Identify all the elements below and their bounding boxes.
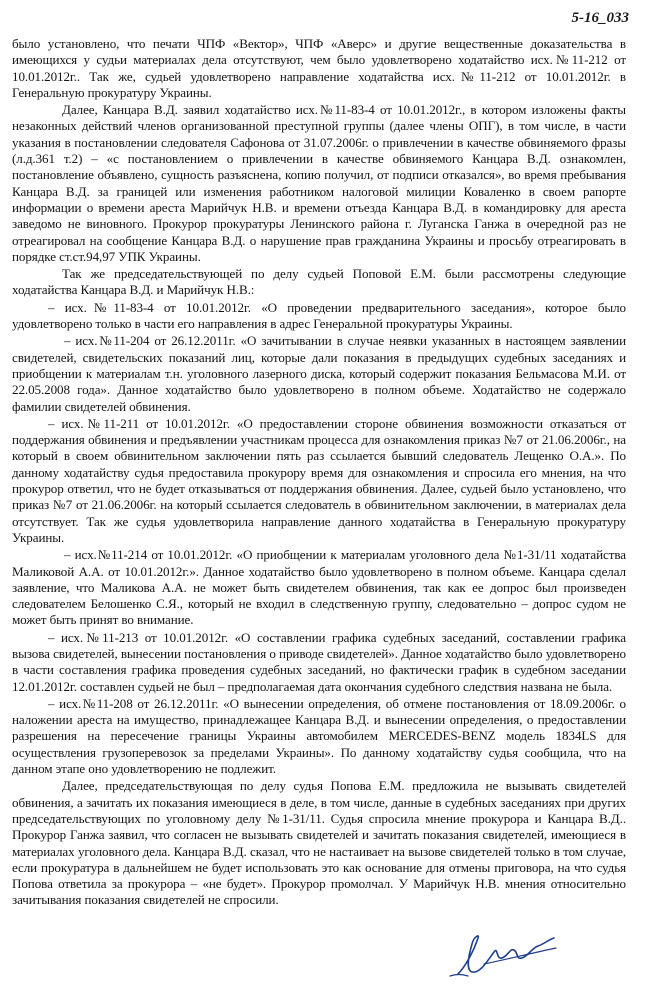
list-item: – исх.№11-208 от 26.12.2011г. «О вынесении определения, об отмене постановления от 18.09.2006г. о наложении ареста на имущество, принадлежащее Канцара В.Д. и вынесении определения, о предоставлении разрешения на пересечение границы Украины автомобилем MERCEDES-BENZ модель 1834LS для осуществления грузоперевозок за пределами Украины». По данному ходатайству судья сообщила, что на данном этапе оно удовлетворению не подлежит.: [12, 695, 626, 777]
paragraph: было установлено, что печати ЧПФ «Вектор», ЧПФ «Аверс» и другие вещественные доказательства в имеющихся у судьи материалах дела отсутствуют, чем было удовлетворено ходатайство исх.№11-212 от 10.01.2012г.. Так же, судьей удовлетворено направление ходатайства исх.№11-212 от 10.01.2012г. в Генеральную прокуратуру Украины.: [12, 36, 626, 100]
list-item: – исх.№11-211 от 10.01.2012г. «О предоставлении стороне обвинения возможности отказаться от поддержания обвинения и предъявлении участникам процесса для ознакомления приказ №7 от 21.06.2006г., на который в своем обвинительном заключении пять раз ссылается бывший следователь Лещенко О.А.». По данному ходатайству судья предоставила прокурору время для ознакомления и спросила его мнения, на что прокурор ответил, что не будет отказываться от поддержания обвинения. Далее, судьей было установлено, что приказ №7 от 21.06.2006г. на который ссылается следователь в обвинительном заключении, в материалах дела отсутствует. Так же судья удовлетворила направление данного ходатайства в Генеральную прокуратуру Украины.: [12, 415, 626, 545]
signature: [444, 930, 564, 980]
list-item: – исх.№11-214 от 10.01.2012г. «О приобщении к материалам уголовного дела №1-31/11 ходатайства Маликовой А.А. от 10.01.2012г.». Данное ходатайство было удовлетворено в полном объеме. Канцара сделал заявление, что Маликова А.А. не может быть свидетелем обвинения, так как ее допрос был произведен следователем Белошенко С.Я., который не входил в следственную группу, следовательно – допрос судом не может быть принят во внимание.: [12, 547, 626, 628]
paragraph: Так же председательствующей по делу судьей Поповой Е.М. были рассмотрены следующие ходатайства Канцара В.Д. и Марийчук Н.В.:: [12, 266, 626, 298]
page-number: 5-16_033: [571, 10, 629, 26]
paragraph: Далее, Канцара В.Д. заявил ходатайство исх.№11-83-4 от 10.01.2012г., в котором изложены факты незаконных действий членов организованной преступной группы (далее члены ОПГ), в том числе, в части указания в постановлении следователя Сафонова от 31.07.2006г. о привлечении в качестве обвиняемого фразы (л.д.361 т.2) – «с постановлением о привлечении в качестве обвиняемого Канцара В.Д. ознакомлен, постановление объявлено, сущность разъяснена, копию получил, от подписи отказался», во время пребывания Канцара В.Д. за границей или изменения работником налоговой милиции Коваленко в своем рапорте информации о времени ареста Марийчук Н.В. и времени отъезда Канцара В.Д. в командировку для ареста заведомо не виновного. Прокурор прокуратуры Ленинского района г. Луганска Ганжа в очередной раз не отреагировал на сообщение Канцара В.Д. о нарушение прав гражданина Украины и просьбу отреагировать в порядке ст.ст.94,97 УПК Украины.: [12, 102, 626, 264]
paragraph: Далее, председательствующая по делу судья Попова Е.М. предложила не вызывать свидетелей обвинения, а зачитать их показания имеющиеся в деле, в том числе, данные в судебных заседаниях при других председательствующих по уголовному делу №1-31/11. Судья спросила мнение прокурора и Канцара В.Д.. Прокурор Ганжа заявил, что согласен не вызывать свидетелей и зачитать показания свидетелей, имеющиеся в материалах уголовного дела. Канцара В.Д. сказал, что не настаивает на вызове свидетелей только в том случае, если прокуратура в дальнейшем не будет использовать это как основание для отмены приговора, на что судья Попова ответила за прокурора – «не будет». Прокурор промолчал. У Марийчук Н.В. мнения относительно зачитывания показания свидетелей не спросили.: [12, 778, 626, 908]
list-item: – исх.№11-213 от 10.01.2012г. «О составлении графика судебных заседаний, составлении графика вызова свидетелей, вынесении постановления о приводе свидетелей». Данное ходатайство было удовлетворено в части составления графика проведения судебных заседаний, но фактически график в судебном заседании 12.01.2012г. составлен судьей не был – предполагаемая дата окончания судебного следствия названа не была.: [12, 629, 626, 694]
document-body: [12, 36, 626, 910]
list-item: – исх.№11-83-4 от 10.01.2012г. «О проведении предварительного заседания», которое было удовлетворено только в части его направления в адрес Генеральной прокуратуры Украины.: [12, 299, 626, 332]
list-item: – исх.№11-204 от 26.12.2011г. «О зачитывании в случае неявки указанных в настоящем заявлении свидетелей, свидетельских показаний лиц, которые дали показания в предыдущих судебных заседаниях и приобщении к материалам т.н. уголовного лазерного диска, который содержит показания Бельмасова М.И. от 22.05.2008 года». Данное ходатайство было удовлетворено в полном объеме. Ходатайство не содержало фамилии свидетелей обвинения.: [12, 333, 626, 414]
